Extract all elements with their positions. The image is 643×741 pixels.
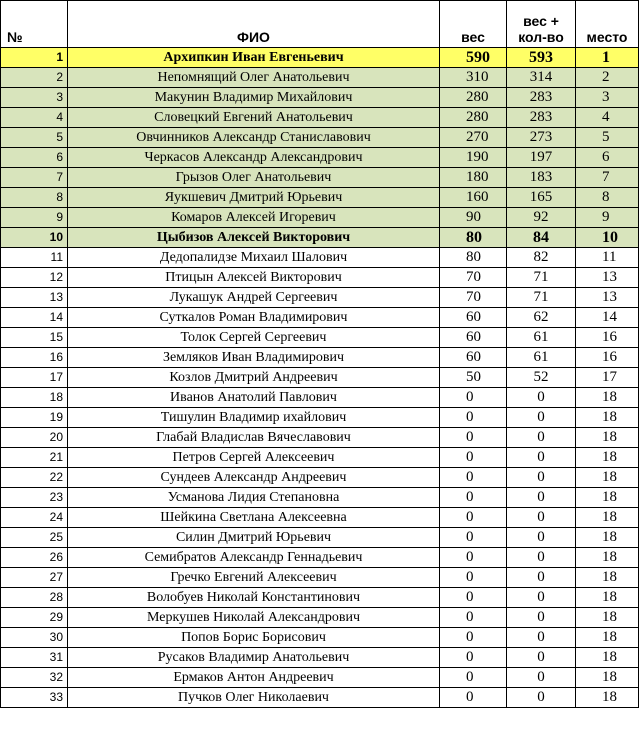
row-num: 17 bbox=[1, 368, 68, 388]
row-num: 14 bbox=[1, 308, 68, 328]
row-num: 20 bbox=[1, 428, 68, 448]
row-num: 26 bbox=[1, 548, 68, 568]
row-num: 7 bbox=[1, 168, 68, 188]
row-ves-kolvo: 61 bbox=[507, 348, 576, 368]
row-ves-kolvo: 82 bbox=[507, 248, 576, 268]
row-ves: 0 bbox=[440, 648, 507, 668]
table-row bbox=[1, 608, 639, 628]
row-mesto: 18 bbox=[576, 388, 639, 408]
row-mesto: 18 bbox=[576, 428, 639, 448]
row-mesto: 18 bbox=[576, 648, 639, 668]
row-ves-kolvo: 0 bbox=[507, 668, 576, 688]
row-fio: Шейкина Светлана Алексеевна bbox=[68, 508, 440, 528]
row-num: 4 bbox=[1, 108, 68, 128]
row-ves: 70 bbox=[440, 288, 507, 308]
row-fio: Непомнящий Олег Анатольевич bbox=[68, 68, 440, 88]
row-ves-kolvo: 84 bbox=[507, 228, 576, 248]
table-row bbox=[1, 668, 639, 688]
row-fio: Иванов Анатолий Павлович bbox=[68, 388, 440, 408]
row-ves-kolvo: 183 bbox=[507, 168, 576, 188]
row-fio: Гречко Евгений Алексеевич bbox=[68, 568, 440, 588]
row-ves: 0 bbox=[440, 468, 507, 488]
table-row bbox=[1, 588, 639, 608]
row-ves: 0 bbox=[440, 568, 507, 588]
row-ves: 50 bbox=[440, 368, 507, 388]
row-mesto: 18 bbox=[576, 628, 639, 648]
row-fio: Комаров Алексей Игоревич bbox=[68, 208, 440, 228]
table-row bbox=[1, 648, 639, 668]
table-row bbox=[1, 328, 639, 348]
row-ves: 0 bbox=[440, 688, 507, 708]
row-fio: Яукшевич Дмитрий Юрьевич bbox=[68, 188, 440, 208]
row-mesto: 16 bbox=[576, 328, 639, 348]
row-ves: 60 bbox=[440, 348, 507, 368]
row-ves-kolvo: 197 bbox=[507, 148, 576, 168]
row-ves: 280 bbox=[440, 88, 507, 108]
row-ves-kolvo: 165 bbox=[507, 188, 576, 208]
table-row bbox=[1, 168, 639, 188]
row-ves: 0 bbox=[440, 528, 507, 548]
row-fio: Петров Сергей Алексеевич bbox=[68, 448, 440, 468]
row-fio: Глабай Владислав Вячеславович bbox=[68, 428, 440, 448]
row-mesto: 18 bbox=[576, 468, 639, 488]
row-mesto: 18 bbox=[576, 528, 639, 548]
row-num: 2 bbox=[1, 68, 68, 88]
row-mesto: 18 bbox=[576, 548, 639, 568]
header-ves: вес bbox=[440, 1, 507, 48]
table-row bbox=[1, 348, 639, 368]
header-ves-kolvo bbox=[507, 1, 576, 48]
row-ves: 0 bbox=[440, 608, 507, 628]
row-num: 24 bbox=[1, 508, 68, 528]
row-fio: Дедопалидзе Михаил Шалович bbox=[68, 248, 440, 268]
header-fio: ФИО bbox=[68, 1, 440, 48]
table-row bbox=[1, 488, 639, 508]
table-row bbox=[1, 468, 639, 488]
row-mesto: 18 bbox=[576, 668, 639, 688]
row-num: 18 bbox=[1, 388, 68, 408]
row-fio: Волобуев Николай Константинович bbox=[68, 588, 440, 608]
table-row bbox=[1, 508, 639, 528]
row-ves-kolvo: 0 bbox=[507, 448, 576, 468]
row-mesto: 13 bbox=[576, 268, 639, 288]
row-ves-kolvo: 0 bbox=[507, 548, 576, 568]
row-num: 16 bbox=[1, 348, 68, 368]
row-mesto: 2 bbox=[576, 68, 639, 88]
row-num: 10 bbox=[1, 228, 68, 248]
row-ves: 180 bbox=[440, 168, 507, 188]
row-num: 1 bbox=[1, 48, 68, 68]
table-row bbox=[1, 248, 639, 268]
row-num: 15 bbox=[1, 328, 68, 348]
table-row bbox=[1, 208, 639, 228]
table-row bbox=[1, 128, 639, 148]
table-body bbox=[1, 48, 639, 708]
row-ves: 70 bbox=[440, 268, 507, 288]
row-fio: Сундеев Александр Андреевич bbox=[68, 468, 440, 488]
row-mesto: 9 bbox=[576, 208, 639, 228]
header-ves-kolvo-line1: вес + bbox=[523, 13, 559, 29]
row-ves-kolvo: 0 bbox=[507, 428, 576, 448]
row-num: 11 bbox=[1, 248, 68, 268]
row-ves-kolvo: 0 bbox=[507, 388, 576, 408]
table-row bbox=[1, 568, 639, 588]
row-num: 29 bbox=[1, 608, 68, 628]
row-mesto: 14 bbox=[576, 308, 639, 328]
row-num: 23 bbox=[1, 488, 68, 508]
row-fio: Грызов Олег Анатольевич bbox=[68, 168, 440, 188]
row-ves-kolvo: 61 bbox=[507, 328, 576, 348]
row-fio: Толок Сергей Сергеевич bbox=[68, 328, 440, 348]
row-ves: 0 bbox=[440, 448, 507, 468]
row-ves: 90 bbox=[440, 208, 507, 228]
row-num: 3 bbox=[1, 88, 68, 108]
row-fio: Тишулин Владимир ихайлович bbox=[68, 408, 440, 428]
row-ves-kolvo: 0 bbox=[507, 528, 576, 548]
row-num: 8 bbox=[1, 188, 68, 208]
row-num: 31 bbox=[1, 648, 68, 668]
row-ves-kolvo: 0 bbox=[507, 568, 576, 588]
row-ves: 0 bbox=[440, 508, 507, 528]
row-ves: 60 bbox=[440, 328, 507, 348]
row-mesto: 8 bbox=[576, 188, 639, 208]
row-num: 19 bbox=[1, 408, 68, 428]
row-mesto: 18 bbox=[576, 588, 639, 608]
row-ves-kolvo: 71 bbox=[507, 268, 576, 288]
row-mesto: 1 bbox=[576, 48, 639, 68]
table-row bbox=[1, 68, 639, 88]
row-ves: 0 bbox=[440, 588, 507, 608]
table-row bbox=[1, 528, 639, 548]
table-row bbox=[1, 448, 639, 468]
row-mesto: 16 bbox=[576, 348, 639, 368]
row-ves-kolvo: 0 bbox=[507, 488, 576, 508]
header-mesto: место bbox=[576, 1, 639, 48]
row-ves-kolvo: 0 bbox=[507, 588, 576, 608]
table-row bbox=[1, 628, 639, 648]
row-num: 27 bbox=[1, 568, 68, 588]
row-ves: 80 bbox=[440, 248, 507, 268]
row-ves-kolvo: 314 bbox=[507, 68, 576, 88]
row-fio: Ермаков Антон Андреевич bbox=[68, 668, 440, 688]
row-fio: Усманова Лидия Степановна bbox=[68, 488, 440, 508]
table-row bbox=[1, 548, 639, 568]
row-mesto: 4 bbox=[576, 108, 639, 128]
row-fio: Макунин Владимир Михайлович bbox=[68, 88, 440, 108]
row-ves-kolvo: 0 bbox=[507, 608, 576, 628]
row-mesto: 11 bbox=[576, 248, 639, 268]
row-fio: Силин Дмитрий Юрьевич bbox=[68, 528, 440, 548]
row-ves: 0 bbox=[440, 428, 507, 448]
row-ves-kolvo: 0 bbox=[507, 408, 576, 428]
row-fio: Архипкин Иван Евгеньевич bbox=[68, 48, 440, 68]
row-mesto: 10 bbox=[576, 228, 639, 248]
table-row bbox=[1, 368, 639, 388]
row-num: 28 bbox=[1, 588, 68, 608]
row-ves-kolvo: 593 bbox=[507, 48, 576, 68]
table-row bbox=[1, 228, 639, 248]
row-ves: 0 bbox=[440, 488, 507, 508]
row-ves: 0 bbox=[440, 548, 507, 568]
row-num: 12 bbox=[1, 268, 68, 288]
row-mesto: 7 bbox=[576, 168, 639, 188]
row-fio: Лукашук Андрей Сергеевич bbox=[68, 288, 440, 308]
row-fio: Суткалов Роман Владимирович bbox=[68, 308, 440, 328]
row-ves-kolvo: 283 bbox=[507, 108, 576, 128]
table-row bbox=[1, 428, 639, 448]
row-num: 21 bbox=[1, 448, 68, 468]
row-num: 5 bbox=[1, 128, 68, 148]
row-ves-kolvo: 0 bbox=[507, 628, 576, 648]
table-row bbox=[1, 268, 639, 288]
row-num: 6 bbox=[1, 148, 68, 168]
row-ves: 190 bbox=[440, 148, 507, 168]
row-ves: 0 bbox=[440, 668, 507, 688]
row-ves: 310 bbox=[440, 68, 507, 88]
table-row bbox=[1, 308, 639, 328]
row-ves: 60 bbox=[440, 308, 507, 328]
row-fio: Земляков Иван Владимирович bbox=[68, 348, 440, 368]
row-ves: 270 bbox=[440, 128, 507, 148]
row-fio: Птицын Алексей Викторович bbox=[68, 268, 440, 288]
row-ves-kolvo: 283 bbox=[507, 88, 576, 108]
row-ves: 160 bbox=[440, 188, 507, 208]
table-row bbox=[1, 688, 639, 708]
table-row bbox=[1, 188, 639, 208]
row-mesto: 18 bbox=[576, 568, 639, 588]
row-mesto: 18 bbox=[576, 688, 639, 708]
table-row bbox=[1, 148, 639, 168]
row-fio: Овчинников Александр Станиславович bbox=[68, 128, 440, 148]
row-ves: 80 bbox=[440, 228, 507, 248]
row-mesto: 6 bbox=[576, 148, 639, 168]
row-num: 30 bbox=[1, 628, 68, 648]
row-mesto: 18 bbox=[576, 608, 639, 628]
header-num: № bbox=[1, 1, 68, 48]
row-fio: Черкасов Александр Александрович bbox=[68, 148, 440, 168]
row-num: 25 bbox=[1, 528, 68, 548]
row-ves-kolvo: 0 bbox=[507, 648, 576, 668]
table-row bbox=[1, 388, 639, 408]
row-mesto: 18 bbox=[576, 408, 639, 428]
row-fio: Пучков Олег Николаевич bbox=[68, 688, 440, 708]
row-mesto: 13 bbox=[576, 288, 639, 308]
row-ves: 590 bbox=[440, 48, 507, 68]
row-mesto: 18 bbox=[576, 488, 639, 508]
row-mesto: 3 bbox=[576, 88, 639, 108]
row-fio: Семибратов Александр Геннадьевич bbox=[68, 548, 440, 568]
header-row bbox=[1, 1, 639, 48]
row-ves-kolvo: 92 bbox=[507, 208, 576, 228]
row-mesto: 5 bbox=[576, 128, 639, 148]
row-ves-kolvo: 273 bbox=[507, 128, 576, 148]
row-num: 33 bbox=[1, 688, 68, 708]
table-row bbox=[1, 108, 639, 128]
row-mesto: 18 bbox=[576, 508, 639, 528]
row-fio: Меркушев Николай Александрович bbox=[68, 608, 440, 628]
row-ves: 0 bbox=[440, 408, 507, 428]
row-fio: Попов Борис Борисович bbox=[68, 628, 440, 648]
table-row bbox=[1, 408, 639, 428]
row-num: 9 bbox=[1, 208, 68, 228]
row-ves: 0 bbox=[440, 388, 507, 408]
row-ves-kolvo: 0 bbox=[507, 468, 576, 488]
table-row bbox=[1, 48, 639, 68]
row-ves-kolvo: 0 bbox=[507, 688, 576, 708]
row-mesto: 18 bbox=[576, 448, 639, 468]
row-num: 32 bbox=[1, 668, 68, 688]
table-row bbox=[1, 288, 639, 308]
row-fio: Русаков Владимир Анатольевич bbox=[68, 648, 440, 668]
row-fio: Цыбизов Алексей Викторович bbox=[68, 228, 440, 248]
table-row bbox=[1, 88, 639, 108]
row-fio: Словецкий Евгений Анатольевич bbox=[68, 108, 440, 128]
row-ves: 0 bbox=[440, 628, 507, 648]
row-ves-kolvo: 52 bbox=[507, 368, 576, 388]
row-num: 13 bbox=[1, 288, 68, 308]
row-fio: Козлов Дмитрий Андреевич bbox=[68, 368, 440, 388]
header-ves-kolvo-line2: кол-во bbox=[518, 29, 564, 45]
row-ves-kolvo: 0 bbox=[507, 508, 576, 528]
row-ves: 280 bbox=[440, 108, 507, 128]
row-ves-kolvo: 62 bbox=[507, 308, 576, 328]
row-mesto: 17 bbox=[576, 368, 639, 388]
row-ves-kolvo: 71 bbox=[507, 288, 576, 308]
row-num: 22 bbox=[1, 468, 68, 488]
